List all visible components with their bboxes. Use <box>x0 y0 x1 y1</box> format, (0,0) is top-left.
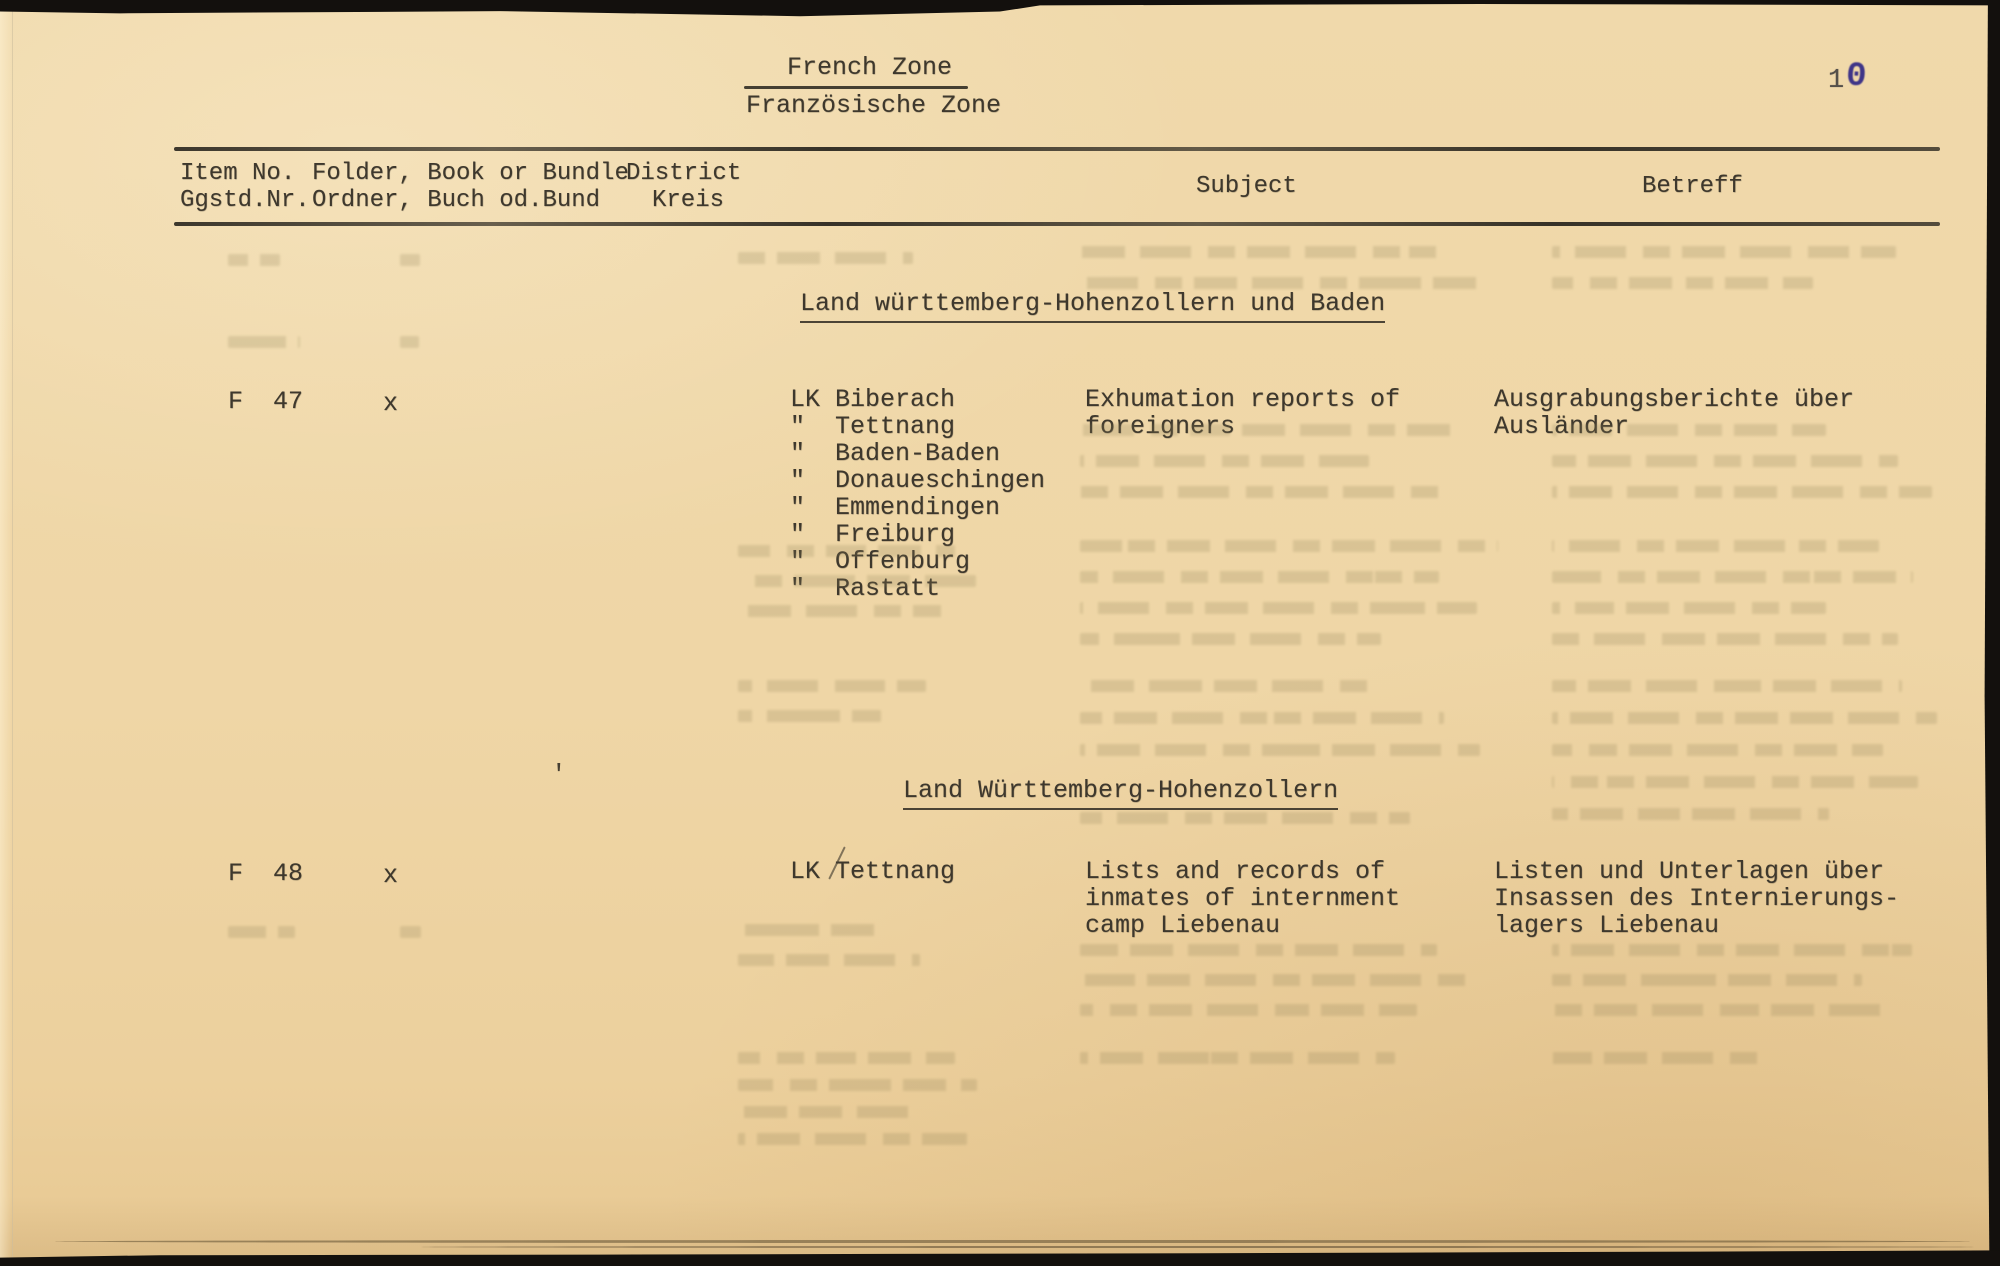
ghost-text-line <box>1552 712 1937 724</box>
ghost-text-line <box>1080 633 1381 645</box>
table-header-rule-top <box>174 147 1940 151</box>
ghost-text-line <box>1552 277 1813 289</box>
ghost-text-line <box>1552 1052 1768 1064</box>
ghost-text-line <box>1552 680 1902 692</box>
subject-line: inmates of internment <box>1085 884 1401 913</box>
ghost-text-line <box>1552 540 1879 552</box>
page-number-typed: 1 <box>1828 66 1845 96</box>
page-number-ink-overwrite: 0 <box>1844 57 1868 97</box>
ghost-text-line <box>1552 974 1862 986</box>
ghost-text-line <box>738 575 976 587</box>
page-edge-line <box>55 1240 1970 1243</box>
ghost-text-block <box>1552 944 1912 1034</box>
district-line: " Donaueschingen <box>790 466 1046 495</box>
ghost-text-line <box>738 1133 967 1145</box>
ghost-text-line <box>1080 1052 1395 1064</box>
entry-f48-item-no: F 48 <box>228 859 304 888</box>
page-left-edge-highlight <box>0 0 13 1266</box>
betreff-line: Listen und Unterlagen über <box>1494 857 1885 886</box>
ghost-text-block <box>228 926 306 956</box>
ghost-text-line <box>1552 1004 1894 1016</box>
entry-f48-folder-mark: x <box>383 861 399 890</box>
betreff-line: Ausländer <box>1494 412 1630 441</box>
ghost-text-line <box>228 254 280 266</box>
ghost-text-line <box>738 1052 955 1064</box>
ghost-text-line <box>1080 974 1472 986</box>
betreff-line: Insassen des Internierungs- <box>1494 884 1900 913</box>
ghost-text-block <box>738 924 938 984</box>
ghost-text-line <box>1552 455 1898 467</box>
ghost-text-line <box>1552 776 1918 788</box>
district-line: " Baden-Baden <box>790 439 1001 468</box>
ghost-text-block <box>400 926 422 956</box>
ghost-text-line <box>1552 744 1883 756</box>
district-line: " Offenburg <box>790 547 971 576</box>
entry-f47-folder-mark: x <box>383 389 399 418</box>
title-underline <box>744 86 968 89</box>
subject-line: foreigners <box>1085 412 1236 441</box>
ghost-text-block <box>738 252 913 282</box>
ghost-text-block <box>400 336 422 366</box>
entry-f47-item-no: F 47 <box>228 387 304 416</box>
ghost-text-line <box>400 254 420 266</box>
ghost-text-block <box>1080 812 1410 842</box>
betreff-line: Ausgrabungsberichte über <box>1494 385 1855 414</box>
ghost-text-line <box>1080 486 1446 498</box>
ghost-text-line <box>1080 1004 1417 1016</box>
ghost-text-block <box>1552 680 1937 840</box>
subject-line: Exhumation reports of <box>1085 385 1401 414</box>
ghost-text-line <box>1080 571 1439 583</box>
ghost-text-block <box>1080 246 1505 308</box>
subject-line: Lists and records of <box>1085 857 1386 886</box>
ghost-text-line <box>1552 633 1898 645</box>
ghost-text-line <box>228 336 300 348</box>
ghost-text-block <box>1552 1052 1852 1079</box>
ghost-text-block <box>1552 540 1932 664</box>
ghost-text-line <box>400 926 421 938</box>
page-title-english: French Zone <box>787 53 953 82</box>
ghost-text-block <box>1080 540 1498 664</box>
ghost-text-line <box>738 1079 977 1091</box>
betreff-line: lagers Liebenau <box>1494 911 1720 940</box>
col-header-item-no-en: Item No. <box>180 160 296 187</box>
ghost-text-block <box>1080 1052 1412 1079</box>
district-line: " Tettnang <box>790 412 956 441</box>
scan-edge-top <box>0 0 2000 18</box>
ghost-text-line <box>738 252 913 264</box>
ghost-text-line <box>1552 486 1932 498</box>
ghost-text-line <box>1552 602 1826 614</box>
ghost-text-block <box>738 1052 990 1160</box>
col-header-folder-de: Ordner, Buch od.Bund <box>312 187 601 214</box>
ghost-text-line <box>1080 744 1480 756</box>
ghost-text-block <box>738 545 976 635</box>
col-header-district-en: District <box>626 160 742 187</box>
ghost-text-line <box>1080 540 1498 552</box>
ghost-text-block <box>1080 680 1480 776</box>
ghost-text-line <box>1552 424 1826 436</box>
ghost-text-line <box>1080 424 1462 436</box>
scan-edge-right <box>1978 0 2000 1266</box>
ghost-text-line <box>1552 808 1829 820</box>
ghost-text-line <box>1080 712 1444 724</box>
ghost-text-line <box>1080 246 1446 258</box>
ghost-text-line <box>1552 571 1913 583</box>
subject-line: camp Liebenau <box>1085 911 1281 940</box>
ghost-text-block <box>228 336 300 366</box>
ghost-text-line <box>738 954 920 966</box>
ghost-text-line <box>738 545 955 557</box>
ghost-text-line <box>1080 944 1437 956</box>
ghost-text-line <box>738 605 943 617</box>
col-header-folder-en: Folder, Book or Bundle <box>312 160 629 187</box>
page-title-german: Französische Zone <box>746 91 1002 120</box>
col-header-item-no-de: Ggstd.Nr. <box>180 187 310 214</box>
col-header-subject-en: Subject <box>1196 173 1297 200</box>
section-heading-wuerttemberg-hohenzollern: Land Württemberg-Hohenzollern <box>903 777 1338 810</box>
ghost-text-line <box>738 710 881 722</box>
ghost-text-line <box>1080 455 1369 467</box>
ghost-text-line <box>1080 812 1410 824</box>
stray-quote-mark: ' <box>551 760 567 790</box>
ghost-text-block <box>1080 424 1482 517</box>
ghost-text-block <box>738 680 936 740</box>
ghost-text-block <box>400 254 422 284</box>
ghost-text-line <box>738 680 926 692</box>
col-header-subject-de: Betreff <box>1642 173 1743 200</box>
district-line: LK Biberach <box>790 385 956 414</box>
ghost-text-block <box>1080 944 1472 1034</box>
section-heading-wuerttemberg-hohenzollern-baden: Land württemberg-Hohenzollern und Baden <box>800 290 1385 323</box>
ghost-text-line <box>228 926 295 938</box>
district-line: " Emmendingen <box>790 493 1001 522</box>
ghost-text-line <box>1080 602 1477 614</box>
ghost-text-line <box>1552 944 1912 956</box>
ghost-text-block <box>228 254 300 284</box>
district-line: " Rastatt <box>790 574 941 603</box>
page-edge-line <box>420 1246 1975 1248</box>
entry-f48-district-line: LK Tettnang <box>790 857 956 886</box>
ghost-text-line <box>738 1106 919 1118</box>
ghost-text-line <box>738 924 882 936</box>
ghost-text-block <box>1552 246 1914 308</box>
ghost-text-line <box>1552 246 1896 258</box>
ghost-text-line <box>400 336 419 348</box>
table-header-rule-bottom <box>174 222 1940 226</box>
ghost-text-line <box>1080 680 1368 692</box>
ghost-text-block <box>1552 424 1932 517</box>
district-line: " Freiburg <box>790 520 956 549</box>
ghost-text-line <box>1080 277 1484 289</box>
col-header-district-de: Kreis <box>652 187 725 214</box>
